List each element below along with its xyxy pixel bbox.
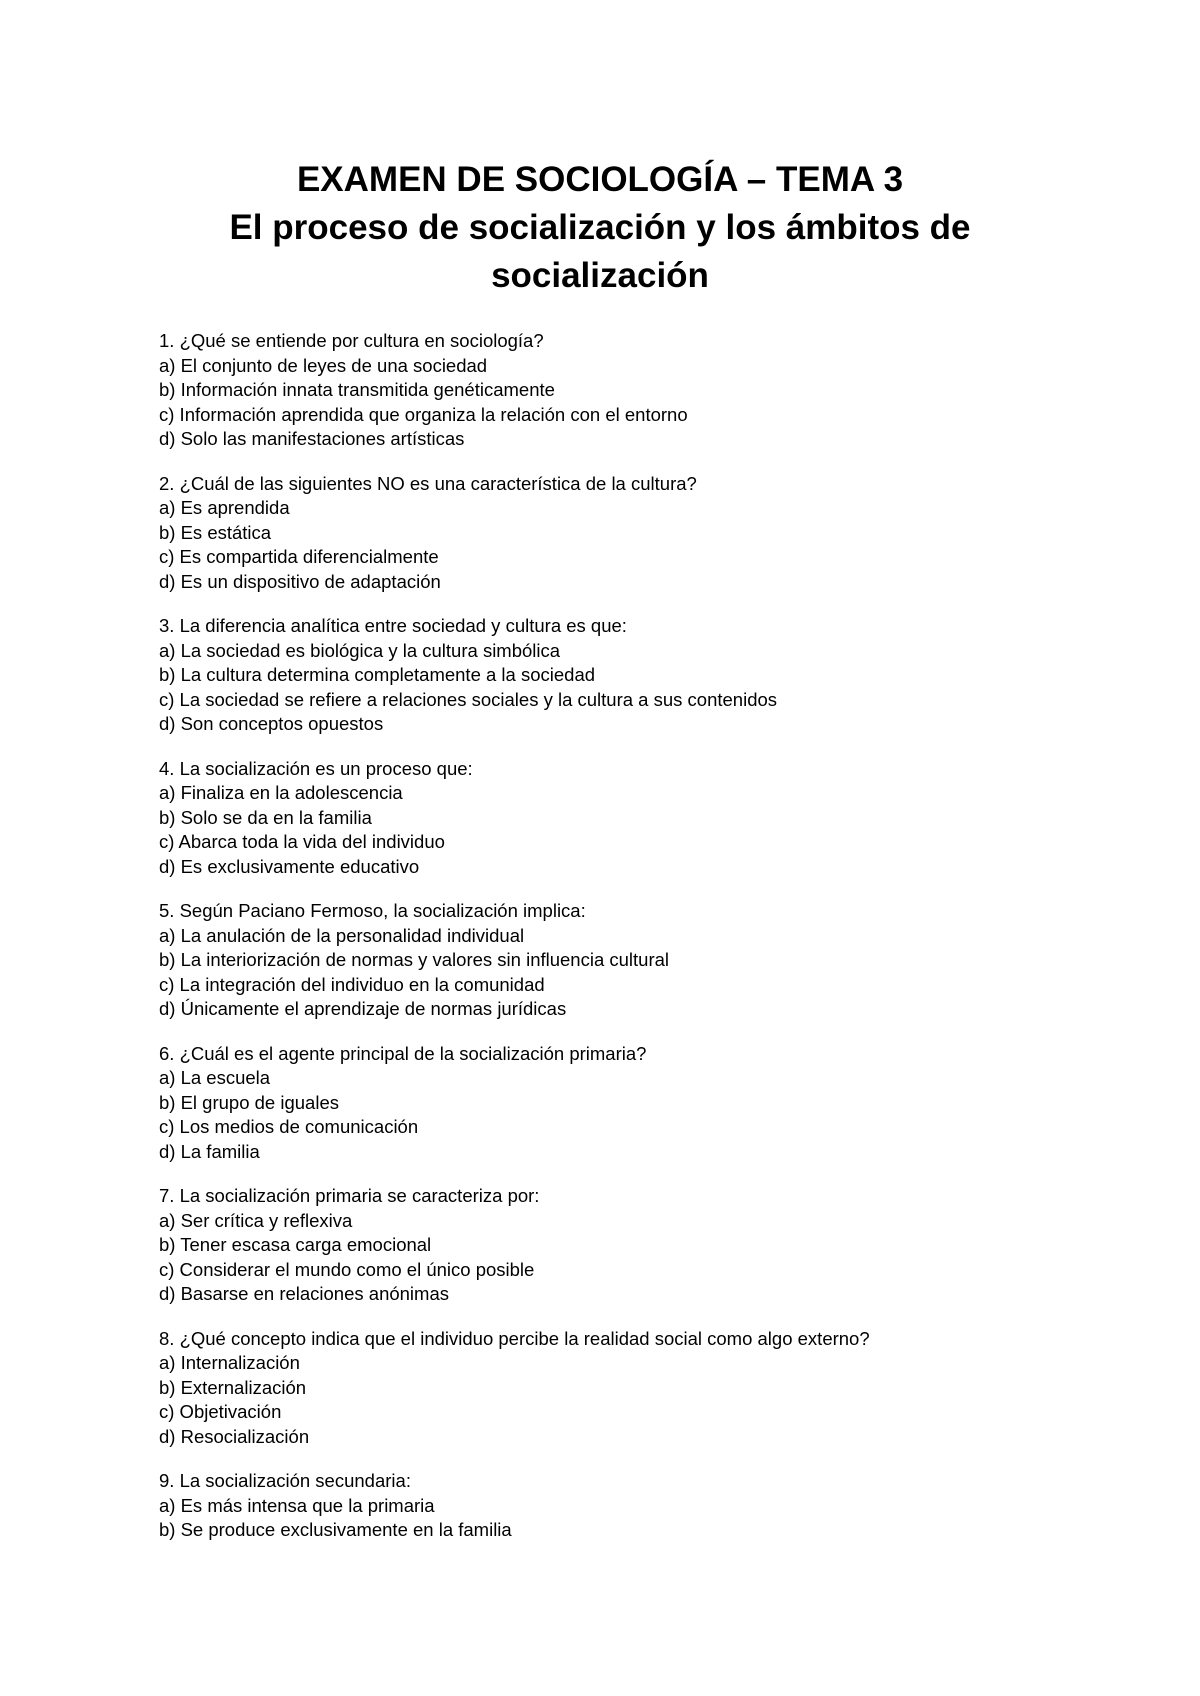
question-8: [159, 1327, 1059, 1450]
question-list: [159, 329, 1059, 1563]
option-d: d) Basarse en relaciones anónimas: [159, 1283, 449, 1304]
option-c: c) Es compartida diferencialmente: [159, 546, 439, 567]
option-d: d) Únicamente el aprendizaje de normas jurídicas: [159, 998, 567, 1019]
question-text: 3. La diferencia analítica entre sociedad y cultura es que:: [159, 615, 627, 636]
question-text: 4. La socialización es un proceso que:: [159, 757, 473, 779]
option-a: a) Finaliza en la adolescencia: [159, 782, 403, 803]
option-d: d) Es un dispositivo de adaptación: [159, 570, 441, 592]
question-text: 6. ¿Cuál es el agente principal de la socialización primaria?: [159, 1042, 647, 1064]
question-6: [159, 1042, 1059, 1165]
question-7: [159, 1184, 1059, 1307]
option-b: b) Solo se da en la familia: [159, 806, 372, 828]
title-line-3: socialización: [491, 256, 709, 295]
exam-title: [0, 156, 1200, 300]
option-a: a) Internalización: [159, 1352, 300, 1373]
option-b: b) Es estática: [159, 521, 272, 543]
option-b: b) El grupo de iguales: [159, 1091, 339, 1113]
question-text: 1. ¿Qué se entiende por cultura en sociología?: [159, 330, 544, 351]
option-c: c) Considerar el mundo como el único posible: [159, 1258, 535, 1280]
option-a: a) Ser crítica y reflexiva: [159, 1209, 353, 1231]
option-c: c) Objetivación: [159, 1401, 282, 1422]
option-d: d) Es exclusivamente educativo: [159, 855, 420, 877]
option-a: a) El conjunto de leyes de una sociedad: [159, 354, 488, 376]
option-b: b) Externalización: [159, 1376, 307, 1398]
option-a: a) La anulación de la personalidad individual: [159, 924, 525, 946]
option-b: b) Tener escasa carga emocional: [159, 1234, 432, 1255]
option-a: a) La escuela: [159, 1067, 271, 1088]
option-c: c) La sociedad se refiere a relaciones sociales y la cultura a sus contenidos: [159, 688, 778, 710]
option-c: c) Abarca toda la vida del individuo: [159, 831, 445, 852]
option-b: b) La cultura determina completamente a la sociedad: [159, 664, 596, 685]
question-text: 9. La socialización secundaria:: [159, 1470, 411, 1491]
question-9: [159, 1469, 1059, 1543]
option-c: c) Los medios de comunicación: [159, 1116, 419, 1137]
option-d: d) Son conceptos opuestos: [159, 713, 384, 734]
option-a: a) La sociedad es biológica y la cultura simbólica: [159, 639, 561, 661]
option-d: d) Solo las manifestaciones artísticas: [159, 428, 465, 449]
option-a: a) Es aprendida: [159, 497, 290, 518]
option-b: b) Se produce exclusivamente en la familia: [159, 1519, 512, 1540]
option-d: d) La familia: [159, 1140, 260, 1162]
option-a: a) Es más intensa que la primaria: [159, 1494, 435, 1516]
question-text: 5. Según Paciano Fermoso, la socialización implica:: [159, 900, 586, 921]
option-c: c) La integración del individuo en la comunidad: [159, 973, 545, 995]
question-text: 7. La socialización primaria se caracteriza por:: [159, 1185, 540, 1206]
option-c: c) Información aprendida que organiza la relación con el entorno: [159, 403, 688, 425]
question-3: [159, 614, 1059, 737]
title-line-1: EXAMEN DE SOCIOLOGÍA – TEMA 3: [296, 160, 904, 199]
option-b: b) La interiorización de normas y valores sin influencia cultural: [159, 949, 670, 970]
question-1: [159, 329, 1059, 452]
question-4: [159, 757, 1059, 880]
question-text: 2. ¿Cuál de las siguientes NO es una característica de la cultura?: [159, 472, 697, 494]
question-2: [159, 472, 1059, 595]
question-5: [159, 899, 1059, 1022]
title-line-2: El proceso de socialización y los ámbitos de: [229, 208, 971, 247]
option-b: b) Información innata transmitida genéticamente: [159, 379, 555, 400]
question-text: 8. ¿Qué concepto indica que el individuo percibe la realidad social como algo externo?: [159, 1327, 870, 1349]
option-d: d) Resocialización: [159, 1425, 310, 1447]
